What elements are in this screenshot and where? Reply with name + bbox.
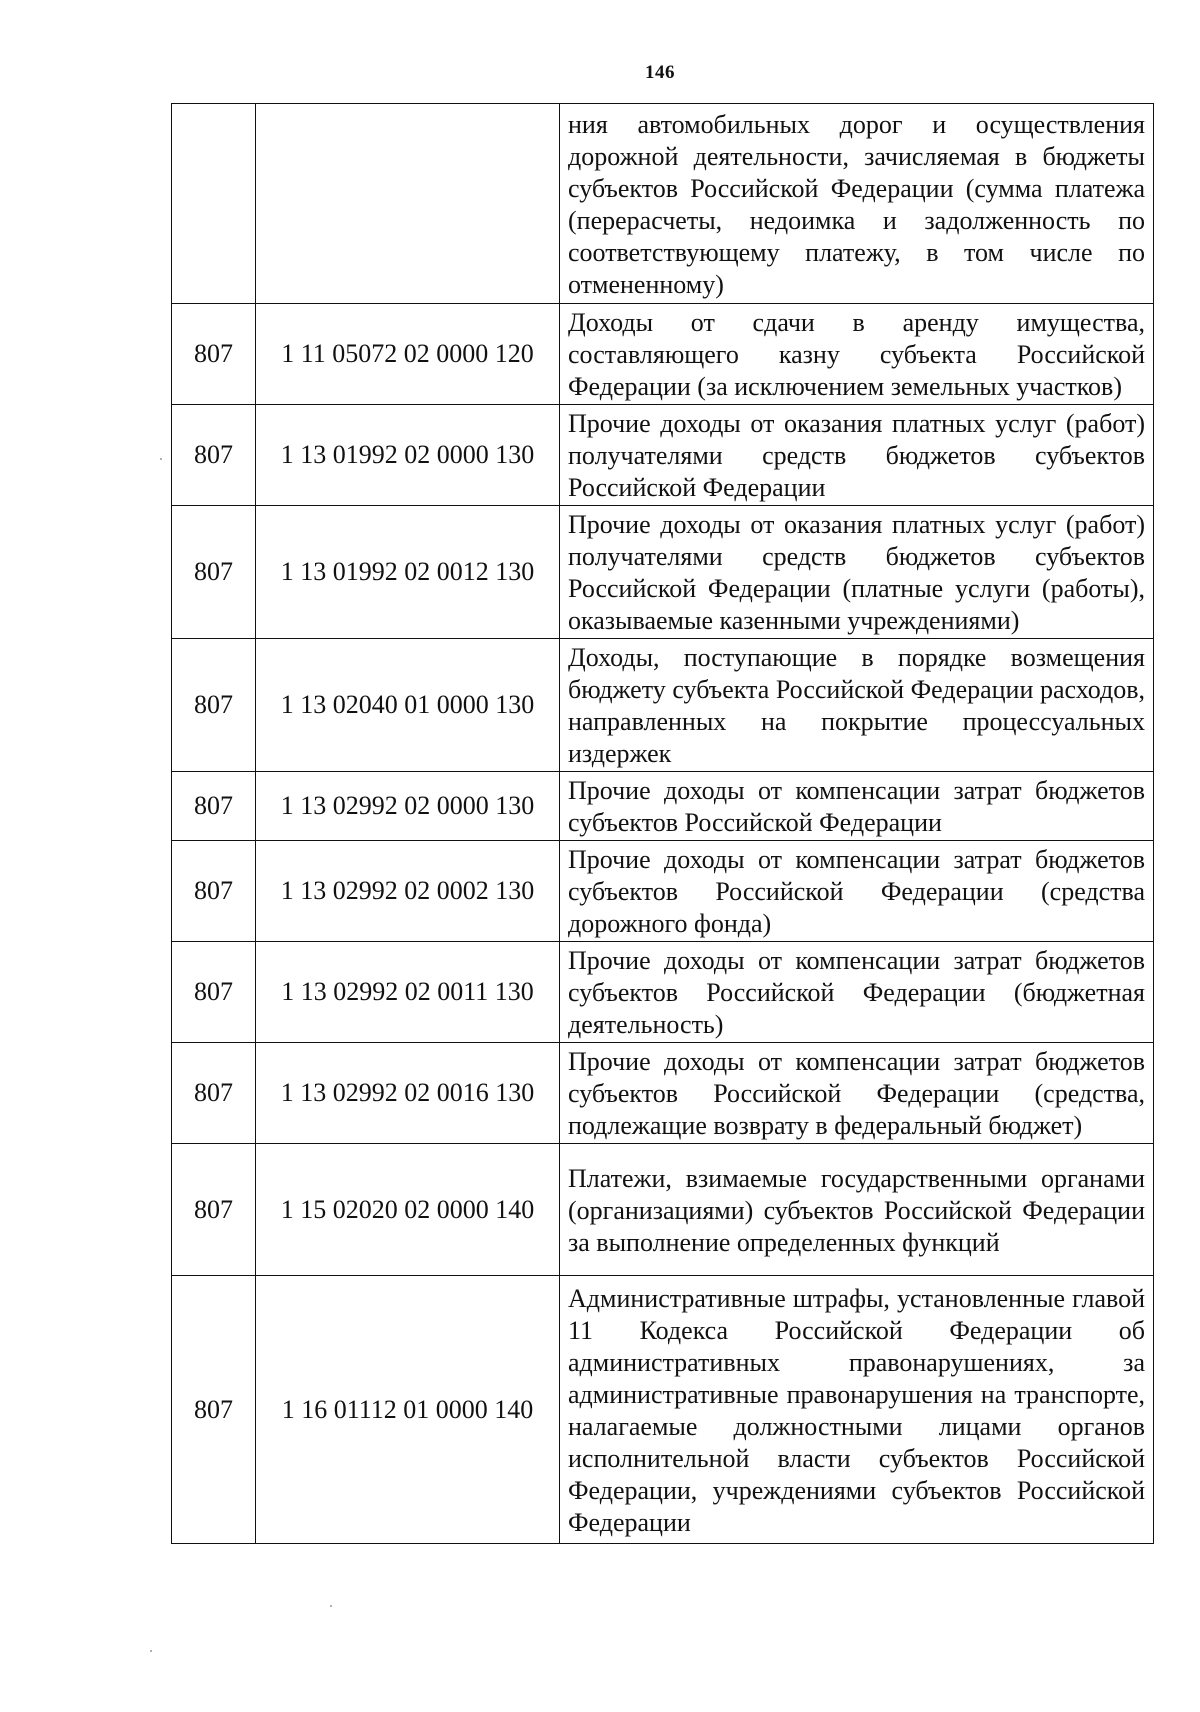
description-cell: Прочие доходы от компенсации затрат бюджетов субъектов Российской Федерации (бюджетная деятельность) <box>560 942 1154 1043</box>
income-codes-table <box>171 103 1154 1544</box>
budget-code-cell: 1 13 02040 01 0000 130 <box>256 639 560 772</box>
admin-code-cell: 807 <box>172 772 256 841</box>
table-row <box>172 841 1154 942</box>
budget-code-cell: 1 13 02992 02 0016 130 <box>256 1043 560 1144</box>
table-row <box>172 304 1154 405</box>
budget-code-cell: 1 13 01992 02 0012 130 <box>256 506 560 639</box>
budget-code-cell <box>256 104 560 304</box>
admin-code-cell: 807 <box>172 1043 256 1144</box>
budget-code-cell: 1 11 05072 02 0000 120 <box>256 304 560 405</box>
budget-code-cell: 1 13 02992 02 0011 130 <box>256 942 560 1043</box>
admin-code-cell: 807 <box>172 639 256 772</box>
table-row <box>172 1276 1154 1544</box>
description-cell: Прочие доходы от компенсации затрат бюджетов субъектов Российской Федерации <box>560 772 1154 841</box>
description-cell: Доходы от сдачи в аренду имущества, составляющего казну субъекта Российской Федерации (за исключением земельных участков) <box>560 304 1154 405</box>
description-cell: Прочие доходы от компенсации затрат бюджетов субъектов Российской Федерации (средства дорожного фонда) <box>560 841 1154 942</box>
table-body <box>172 104 1154 1544</box>
description-cell: ния автомобильных дорог и осуществления дорожной деятельности, зачисляемая в бюджеты субъектов Российской Федерации (сумма платежа (перерасчеты, недоимка и задолженность по соответствующему платежу, в том числе по отмененному) <box>560 104 1154 304</box>
page-number: 146 <box>645 62 675 83</box>
budget-code-cell: 1 13 02992 02 0000 130 <box>256 772 560 841</box>
description-cell: Платежи, взимаемые государственными органами (организациями) субъектов Российской Федерации за выполнение определенных функций <box>560 1144 1154 1276</box>
budget-code-cell: 1 16 01112 01 0000 140 <box>256 1276 560 1544</box>
table-row <box>172 772 1154 841</box>
description-cell: Прочие доходы от компенсации затрат бюджетов субъектов Российской Федерации (средства, подлежащие возврату в федеральный бюджет) <box>560 1043 1154 1144</box>
scan-speck <box>150 1650 152 1652</box>
description-cell: Доходы, поступающие в порядке возмещения бюджету субъекта Российской Федерации расходов, направленных на покрытие процессуальных издержек <box>560 639 1154 772</box>
admin-code-cell: 807 <box>172 506 256 639</box>
admin-code-cell: 807 <box>172 405 256 506</box>
description-cell: Прочие доходы от оказания платных услуг (работ) получателями средств бюджетов субъектов Российской Федерации (платные услуги (работы), оказываемые казенными учреждениями) <box>560 506 1154 639</box>
table-row <box>172 506 1154 639</box>
table-row <box>172 1043 1154 1144</box>
scan-speck <box>160 458 162 460</box>
admin-code-cell: 807 <box>172 304 256 405</box>
table-row <box>172 639 1154 772</box>
table-row <box>172 942 1154 1043</box>
table-row <box>172 104 1154 304</box>
admin-code-cell: 807 <box>172 1276 256 1544</box>
budget-code-cell: 1 15 02020 02 0000 140 <box>256 1144 560 1276</box>
description-cell: Прочие доходы от оказания платных услуг (работ) получателями средств бюджетов субъектов Российской Федерации <box>560 405 1154 506</box>
admin-code-cell <box>172 104 256 304</box>
description-cell: Административные штрафы, установленные главой 11 Кодекса Российской Федерации об административных правонарушениях, за административные правонарушения на транспорте, налагаемые должностными лицами органов исполнительной власти субъектов Российской Федерации, учреждениями субъектов Российской Федерации <box>560 1276 1154 1544</box>
table-row <box>172 405 1154 506</box>
budget-code-cell: 1 13 02992 02 0002 130 <box>256 841 560 942</box>
admin-code-cell: 807 <box>172 1144 256 1276</box>
admin-code-cell: 807 <box>172 841 256 942</box>
scan-speck <box>330 1605 332 1607</box>
budget-code-cell: 1 13 01992 02 0000 130 <box>256 405 560 506</box>
admin-code-cell: 807 <box>172 942 256 1043</box>
table-row <box>172 1144 1154 1276</box>
